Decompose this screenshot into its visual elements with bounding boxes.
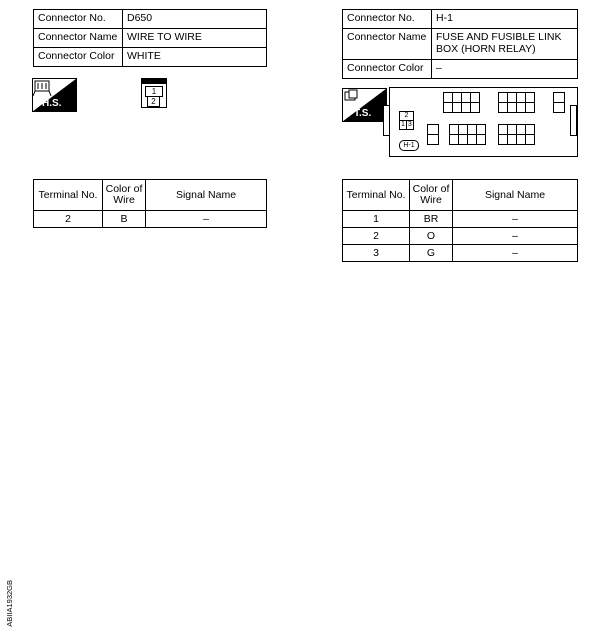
signal-cell: –: [146, 211, 267, 228]
right-connector-info-table: [342, 9, 578, 79]
figure-code: ABIIA1932GB: [5, 580, 14, 627]
terminal-cell: 1: [343, 211, 410, 228]
table-row: [343, 245, 578, 262]
color-cell: O: [410, 228, 453, 245]
pin-1: 1: [145, 86, 163, 97]
table-header-row: [343, 180, 578, 211]
table-row: [34, 29, 267, 48]
table-row: [343, 60, 578, 79]
value-cell: D650: [123, 10, 267, 29]
table-row: [343, 10, 578, 29]
value-cell: WIRE TO WIRE: [123, 29, 267, 48]
ts-badge: [342, 88, 387, 127]
signal-header: Signal Name: [146, 180, 267, 211]
terminal-cell: 3: [343, 245, 410, 262]
left-terminal-table: [33, 179, 267, 228]
color-cell: BR: [410, 211, 453, 228]
pin-3: 3: [407, 121, 412, 128]
left-connector-info-table: [33, 9, 267, 67]
table-row: [343, 211, 578, 228]
terminal-cell: 2: [343, 228, 410, 245]
value-cell: H-1: [432, 10, 578, 29]
fuse-box-diagram: [383, 87, 579, 157]
terminal-no-header: Terminal No.: [34, 180, 103, 211]
pin-2: 2: [400, 112, 414, 121]
hs-badge: [32, 78, 77, 117]
signal-header: Signal Name: [453, 180, 578, 211]
label-cell: Connector Color: [343, 60, 432, 79]
pin-1: 1: [401, 121, 405, 128]
label-cell: Connector Color: [34, 48, 123, 67]
connector-latch: [142, 79, 166, 84]
color-cell: B: [103, 211, 146, 228]
terminal-cell: 2: [34, 211, 103, 228]
ts-badge-label: T.S.: [354, 108, 372, 119]
connector-tag: H-1: [399, 140, 419, 151]
right-terminal-table: [342, 179, 578, 262]
table-row: [343, 228, 578, 245]
pin-2: 2: [147, 96, 160, 107]
hs-badge-label: H.S.: [42, 98, 62, 109]
right-connector-pinout: [399, 111, 414, 130]
color-header: Color of Wire: [410, 180, 453, 211]
label-cell: Connector Name: [343, 29, 432, 60]
table-row: [343, 29, 578, 60]
label-cell: Connector Name: [34, 29, 123, 48]
left-connector-pinout: [141, 78, 167, 108]
signal-cell: –: [453, 245, 578, 262]
terminal-no-header: Terminal No.: [343, 180, 410, 211]
table-row: [34, 211, 267, 228]
value-cell: –: [432, 60, 578, 79]
value-cell: WHITE: [123, 48, 267, 67]
label-cell: Connector No.: [343, 10, 432, 29]
table-row: [34, 48, 267, 67]
label-cell: Connector No.: [34, 10, 123, 29]
table-header-row: [34, 180, 267, 211]
value-cell: FUSE AND FUSIBLE LINK BOX (HORN RELAY): [432, 29, 578, 60]
color-cell: G: [410, 245, 453, 262]
signal-cell: –: [453, 228, 578, 245]
color-header: Color of Wire: [103, 180, 146, 211]
table-row: [34, 10, 267, 29]
signal-cell: –: [453, 211, 578, 228]
